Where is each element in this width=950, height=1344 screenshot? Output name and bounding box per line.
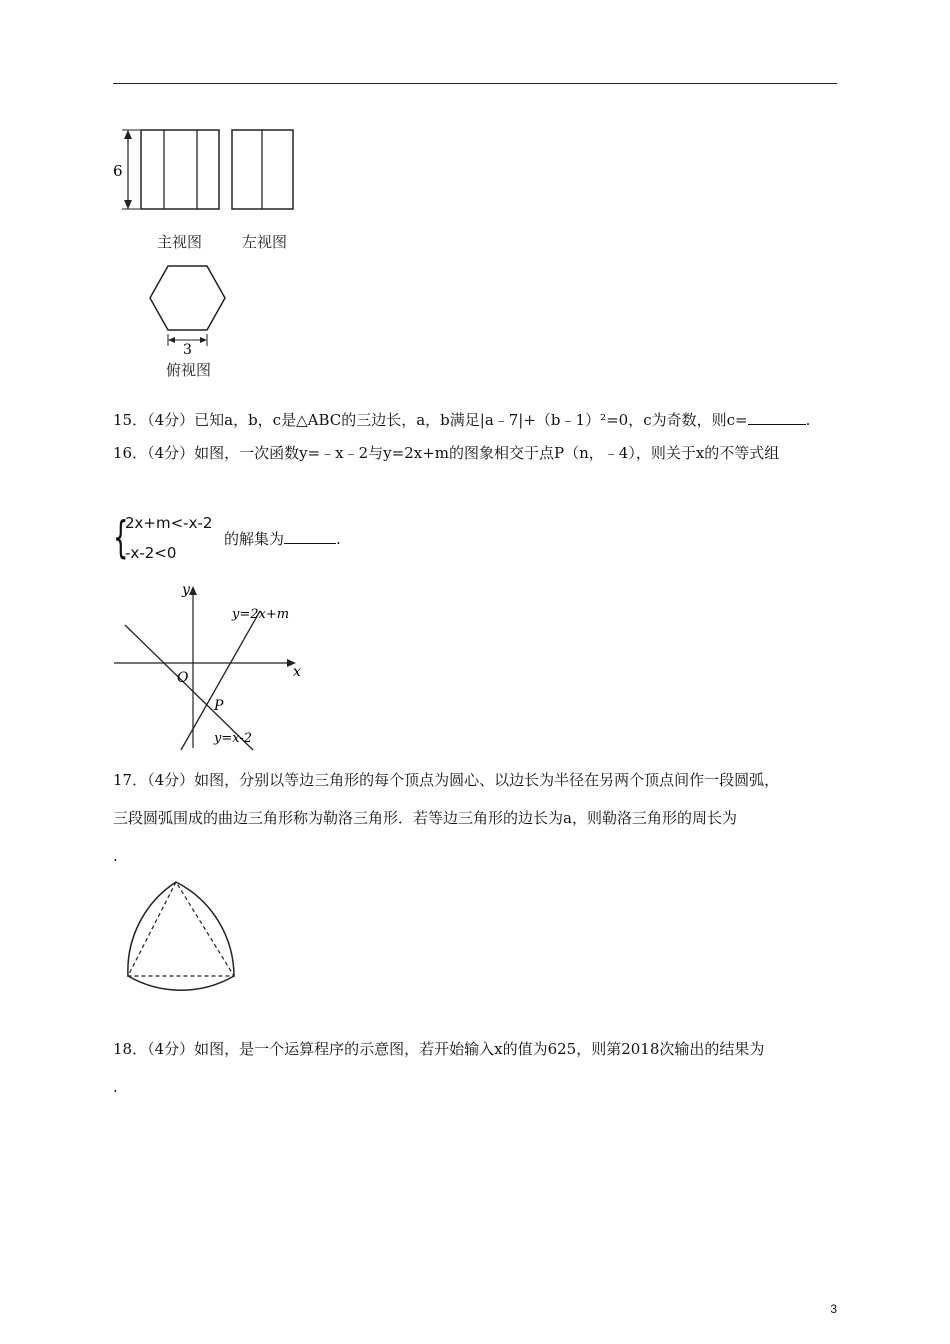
answer-blank-15[interactable] — [748, 410, 806, 425]
arrow-down-icon — [124, 200, 132, 209]
question-15-text: 15．（4分）已知a，b，c是△ABC的三边长，a，b满足|a﹣7|+（b﹣1）²=0，c为奇数，则c= — [113, 411, 748, 429]
equilateral-triangle — [128, 882, 234, 976]
point-p-label: P — [214, 698, 224, 714]
question-16: 16．（4分）如图，一次函数y=﹣x﹣2与y=2x+m的图象相交于点P（n，﹣4），则关于x的不等式组 — [113, 444, 780, 462]
arrow-left-icon — [168, 337, 175, 343]
inequality-1: 2x+m<-x-2 — [125, 514, 213, 532]
line1-label: y=2x+m — [232, 607, 290, 622]
top-view-label: 俯视图 — [166, 361, 212, 379]
front-view-rect — [141, 130, 219, 209]
question-17-line-1: 17．（4分）如图，分别以等边三角形的每个顶点为圆心、以边长为半径在另两个顶点间作一段圆弧， — [113, 771, 780, 789]
brace-icon: { — [113, 512, 129, 563]
question-16-end: . — [336, 530, 341, 548]
top-view-figure — [145, 262, 235, 357]
question-18-line-1: 18．（4分）如图，是一个运算程序的示意图，若开始输入x的值为625，则第2018次输出的结果为 — [113, 1040, 765, 1058]
left-view-label: 左视图 — [242, 233, 288, 251]
question-18-line-2: . — [113, 1078, 118, 1096]
front-view-label: 主视图 — [157, 233, 203, 251]
page-number: 3 — [830, 1302, 837, 1316]
function-graph — [110, 578, 320, 756]
answer-blank-16[interactable] — [284, 529, 336, 544]
question-16-tail — [224, 528, 341, 549]
reuleaux-arcs — [128, 882, 234, 990]
origin-label: O — [177, 670, 189, 686]
height-dimension-label: 6 — [113, 162, 123, 180]
inequality-2: -x-2<0 — [125, 544, 177, 562]
arrow-right-icon — [200, 337, 207, 343]
line2-label: y=x-2 — [214, 731, 253, 746]
hexagon-shape — [150, 266, 225, 330]
inequality-system — [113, 510, 363, 570]
question-17-line-2: 三段圆弧围成的曲边三角形称为勒洛三角形．若等边三角形的边长为a，则勒洛三角形的周长为 — [113, 809, 737, 827]
header-rule — [113, 83, 837, 84]
side-dimension-label: 3 — [183, 342, 192, 357]
y-axis-label: y — [182, 582, 190, 598]
question-15 — [113, 410, 810, 430]
question-17-line-3: . — [113, 847, 118, 865]
y-axis-arrow-icon — [189, 586, 197, 595]
arrow-up-icon — [124, 130, 132, 139]
x-axis-label: x — [293, 664, 301, 680]
question-16-tail-text: 的解集为 — [224, 530, 285, 548]
question-15-end: . — [805, 411, 811, 429]
reuleaux-triangle-figure — [118, 876, 248, 998]
